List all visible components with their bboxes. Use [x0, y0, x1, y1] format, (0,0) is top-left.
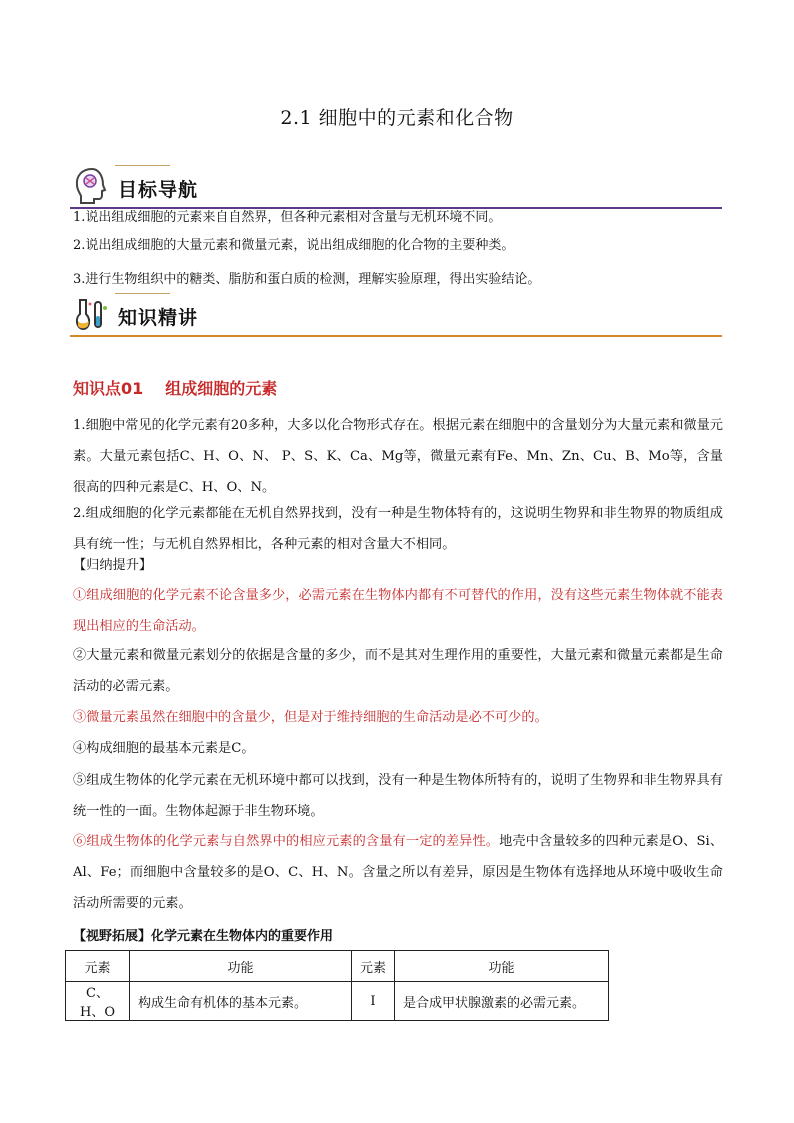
table-cell: C、H、O — [66, 982, 130, 1021]
summary-point-3: ③微量元素虽然在细胞中的含量少，但是对于维持细胞的生命活动是必不可少的。 — [73, 710, 548, 725]
extension-heading — [73, 925, 333, 944]
summary-point-2: ②大量元素和微量元素划分的依据是含量的多少，而不是其对生理作用的重要性，大量元素和微量元素都是生命活动的必需元素。 — [73, 648, 723, 694]
summary-point-6-highlight: ⑥组成生物体的化学元素与自然界中的相应元素的含量有一定的差异性。 — [73, 834, 500, 849]
table-header-cell: 元素 — [66, 951, 130, 982]
table-header-row — [66, 951, 609, 982]
knowledge-point-heading — [73, 376, 277, 399]
summary-point-1: ①组成细胞的化学元素不论含量多少，必需元素在生物体内都有不可替代的作用，没有这些元素生物体就不能表现出相应的生命活动。 — [73, 588, 723, 634]
knowledge-divider — [70, 335, 722, 337]
table-header-cell: 功能 — [395, 951, 609, 982]
summary-point-5: ⑤组成生物体的化学元素在无机环境中都可以找到，没有一种是生物体所特有的，说明了生物界和非生物界具有统一性的一面。生物体起源于非生物环境。 — [73, 773, 723, 819]
knowledge-point-title: 组成细胞的元素 — [165, 379, 278, 398]
page-title: 2.1 细胞中的元素和化合物 — [280, 107, 514, 129]
extension-title: 化学元素在生物体内的重要作用 — [151, 929, 334, 944]
summary-point-6-rest: 地壳中含量较多的四种元素是O、Si、Al、Fe；而细胞中含量较多的是O、C、H、N。含量之所以有差异，原因是生物体有选择地从环境中吸收生命活动所需要的元素。 — [73, 834, 724, 911]
extension-label: 【视野拓展】 — [73, 929, 152, 944]
table-cell: I — [352, 982, 395, 1021]
goal-item-1: 1.说出组成细胞的元素来自自然界，但各种元素相对含量与无机环境不同。 — [73, 210, 502, 225]
knowledge-point-number: 知识点01 — [73, 379, 144, 398]
paragraph-2: 2.组成细胞的化学元素都能在无机自然界找到，没有一种是生物体特有的，这说明生物界和非生物界的物质组成具有统一性；与无机自然界相比，各种元素的相对含量大不相同。 — [73, 506, 723, 552]
header-accent-line — [115, 165, 170, 166]
summary-point-6 — [73, 826, 723, 919]
table-cell: 构成生命有机体的基本元素。 — [130, 982, 352, 1021]
paragraph-1: 1.细胞中常见的化学元素有20多种，大多以化合物形式存在。根据元素在细胞中的含量划分为大量元素和微量元素。大量元素包括C、H、O、N、 P、S、K、Ca、Mg等，微量元素有Fe、Mn、Zn、Cu、B、Mo等，含量很高的四种元素是C、H、O、N。 — [73, 418, 723, 495]
goal-item-2: 2.说出组成细胞的大量元素和微量元素，说出组成细胞的化合物的主要种类。 — [73, 238, 515, 253]
goals-section-header — [70, 165, 722, 209]
table-cell: 是合成甲状腺激素的必需元素。 — [395, 982, 609, 1021]
summary-label: 【归纳提升】 — [73, 558, 153, 573]
header-accent-line — [115, 293, 170, 294]
goals-header-label: 目标导航 — [118, 179, 199, 201]
table-row — [66, 982, 609, 1021]
summary-point-4: ④构成细胞的最基本元素是C。 — [73, 741, 255, 756]
goal-item-3: 3.进行生物组织中的糖类、脂肪和蛋白质的检测，理解实验原理，得出实验结论。 — [73, 272, 541, 287]
elements-function-table — [65, 950, 609, 1021]
table-header-cell: 元素 — [352, 951, 395, 982]
knowledge-header-label: 知识精讲 — [118, 307, 199, 329]
knowledge-section-header — [70, 293, 722, 337]
lab-flask-icon — [72, 294, 112, 334]
head-brain-icon — [72, 166, 112, 206]
table-header-cell: 功能 — [130, 951, 352, 982]
